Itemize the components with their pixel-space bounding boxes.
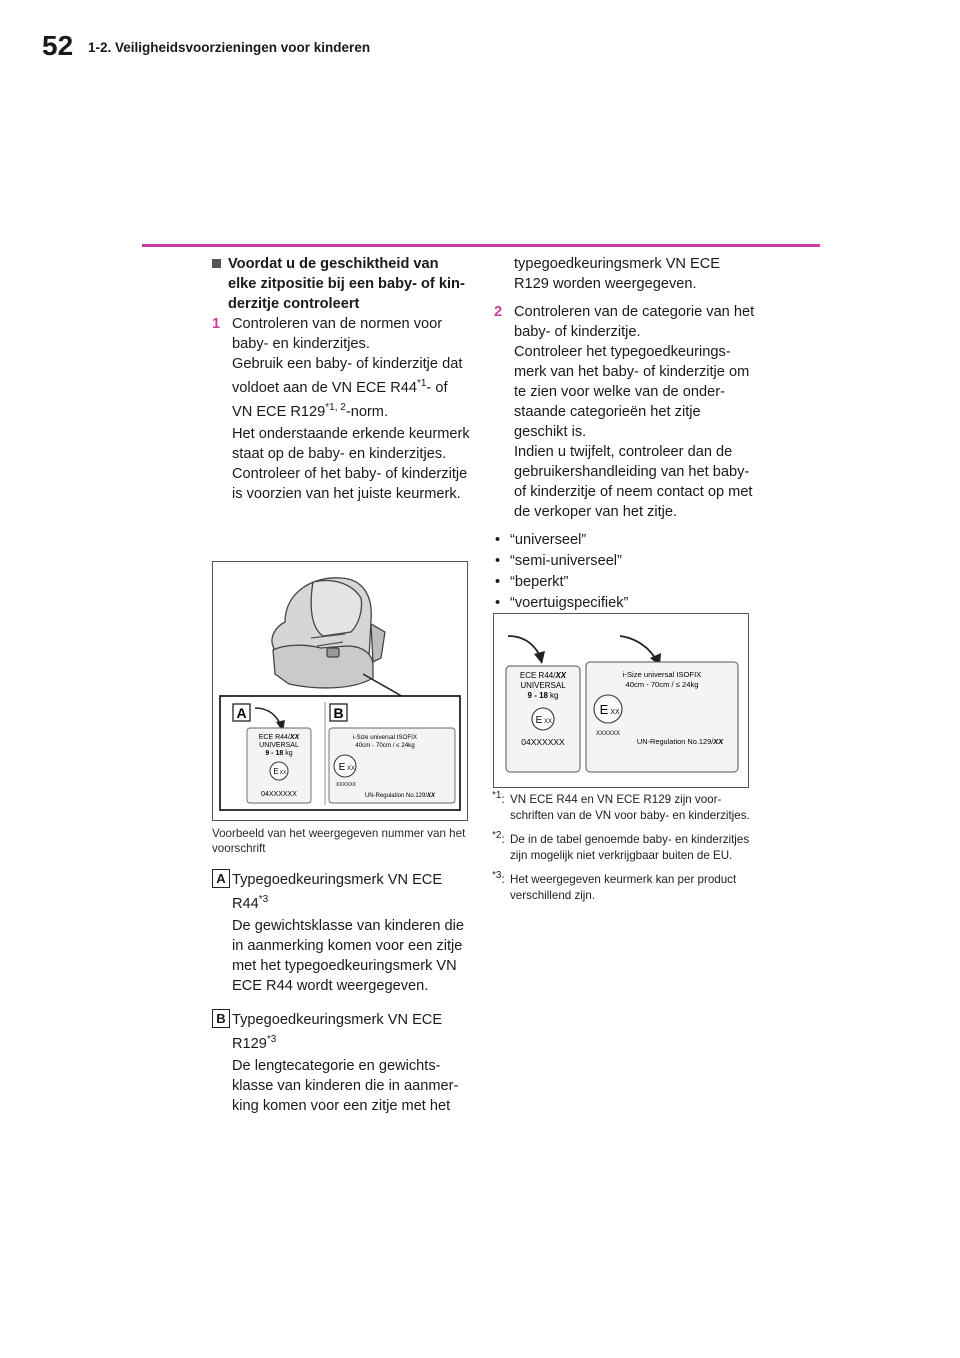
label-b-icon: B (212, 1009, 230, 1028)
svg-text:40cm - 70cm / ≤ 24kg: 40cm - 70cm / ≤ 24kg (355, 742, 415, 749)
svg-text:i-Size universal ISOFIX: i-Size universal ISOFIX (353, 734, 417, 741)
svg-text:XX: XX (543, 719, 553, 725)
footnote-1: $^{*1}$: VN ECE R44 en VN ECE R129 zijn voorschriften van de VN voor baby- en kinderzitjes. (492, 790, 750, 822)
entry-a: A Typegoedkeuringsmerk VN ECE R44$^{*3}$ De gewichtsklasse van kinderen die in aanmerking komen voor een zitje met het typegoedkeuringsmerk VN ECE R44 wordt weergegeven. (212, 868, 470, 996)
list-item: • “beperkt” (495, 574, 569, 590)
approval-marks-illustration (494, 614, 747, 786)
svg-text:UN-Regulation No.129/XX: UN-Regulation No.129/XX (364, 793, 436, 799)
left-column-lower (212, 824, 470, 1116)
svg-text:XX: XX (610, 709, 620, 716)
child-seat-illustration (213, 562, 466, 819)
section-title: 1-2. Veiligheidsvoorzieningen voor kinderen (88, 40, 371, 55)
header-rule (142, 244, 820, 247)
list-item: • “semi-universeel” (495, 553, 622, 569)
svg-text:XX: XX (279, 770, 287, 776)
callout-b: B (333, 705, 344, 721)
svg-text:9 - 18kg: 9 - 18 kg (527, 691, 559, 700)
svg-text:E: E (338, 762, 346, 773)
category-list (494, 530, 756, 613)
svg-text:XXXXXX: XXXXXX (595, 731, 621, 737)
svg-text:i-Size universal ISOFIX: i-Size universal ISOFIX (622, 670, 702, 679)
footnote-2: $^{*2}$: De in de tabel genoemde baby- en kinderzitjes zijn mogelijk niet verkrijgbaar buiten de EU. (492, 830, 750, 862)
callout-a: A (236, 705, 247, 721)
figure-caption: Voorbeeld van het weergegeven nummer van het voorschrift (212, 827, 466, 855)
step-1: 1 Controleren van de normen voor baby- en kinderzitjes. Gebruik een baby- of kinderzitje dat voldoet aan de VN ECE R44$^{*1}$- of VN ECE R129$^{*1, 2}$-norm. Het onderstaande erkende keurmerk staat op de baby- en kinderzitjes. Controleer of het baby- of kinderzitje is voorzien van het juiste keurmerk. (212, 316, 470, 502)
footnotes (492, 792, 756, 912)
page-number: 52 (42, 30, 74, 61)
svg-text:UN-Regulation No.129/XX: UN-Regulation No.129/XX (636, 737, 724, 746)
svg-text:UNIVERSAL: UNIVERSAL (259, 742, 299, 749)
label-a-icon: A (212, 869, 230, 888)
step-2: 2 Controleren van de categorie van het baby- of kinderzitje. Controleer het typegoedkeuringsmerk van het baby- of kinderzitje om te zien voor welke van de onderstaande categorieën het zitje geschikt is. Indien u twijfelt, controleer dan de gebruikershandleiding van het baby- of kinderzitje of neem contact op met de verkoper van het zitje. (494, 304, 755, 520)
square-bullet-icon (212, 259, 221, 268)
step-number: 2 (494, 304, 503, 320)
standard-text: Gebruik een baby- of kinderzitje dat voldoet aan de VN ECE R44$^{*1}$- of VN ECE R129$^{*1, 2}$-norm. (232, 356, 463, 420)
svg-text:9 - 18kg: 9 - 18 kg (265, 750, 293, 757)
entry-b: B Typegoedkeuringsmerk VN ECE R129$^{*3}$ De lengtecategorie en gewichtsklasse van kinderen die in aanmerking komen voor een zitje met het (212, 1008, 470, 1116)
svg-text:04XXXXXX: 04XXXXXX (261, 791, 297, 798)
svg-text:ECE R44/XX: ECE R44/XX (519, 671, 567, 680)
svg-text:E: E (273, 767, 279, 776)
right-column: typegoedkeuringsmerk VN ECE R129 worden weergegeven. 2 Controleren van de categorie van het baby- of kinderzitje. Controleer het typegoedkeuringsmerk van het baby- of kinderzitje om te zien voor welke van de onderstaande categorieën het zitje geschikt is. Indien u twijfelt, controleer dan de gebruikershandleiding van het baby- of kinderzitje of neem contact op met de verkoper van het zitje. • “universeel” • “semi-universeel” • “beperkt” • “voertuigspecifiek” (494, 256, 755, 611)
child-seat-figure (212, 561, 468, 821)
svg-text:XXXXXX: XXXXXX (335, 782, 357, 788)
child-seat-icon (272, 578, 385, 688)
svg-text:04XXXXXX: 04XXXXXX (521, 737, 565, 747)
svg-text:XX: XX (346, 766, 356, 772)
list-item: • “universeel” (495, 532, 587, 548)
svg-text:40cm - 70cm / ≤ 24kg: 40cm - 70cm / ≤ 24kg (625, 680, 699, 689)
svg-text:E: E (535, 715, 543, 726)
list-item: • “voertuigspecifiek” (495, 595, 629, 611)
left-column (212, 254, 470, 512)
approval-mark-figure (493, 613, 749, 788)
footnote-3: $^{*3}$: Het weergegeven keurmerk kan per product verschillend zijn. (492, 870, 737, 902)
svg-text:UNIVERSAL: UNIVERSAL (520, 681, 566, 690)
step-number: 1 (212, 316, 221, 332)
svg-text:ECE R44/XX: ECE R44/XX (258, 734, 300, 741)
svg-text:E: E (599, 702, 609, 717)
section-heading: Voordat u de geschiktheid van elke zitpositie bij een baby- of kinderzitje controleert (212, 254, 470, 314)
arrow-icon (534, 651, 545, 664)
